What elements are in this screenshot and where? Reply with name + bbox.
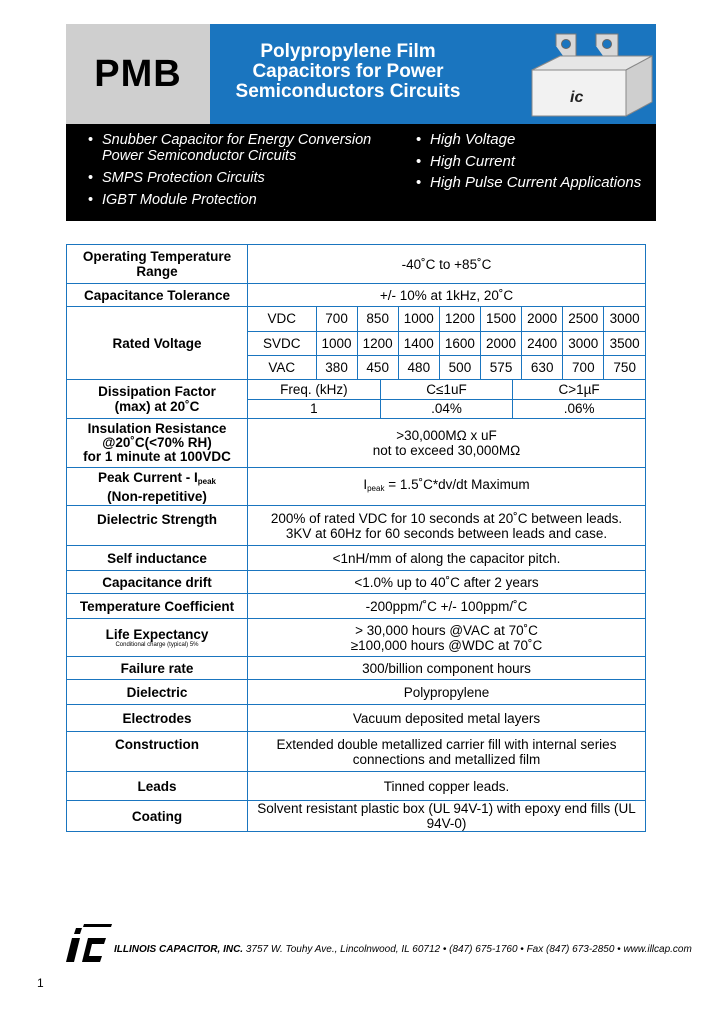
spec-label: Self inductance [67,546,248,571]
value-symbol: I [363,477,368,492]
value-line: not to exceed 30,000MΩ [372,443,521,458]
feature-text: High Current [430,152,516,170]
label-line: Life Expectancy [105,626,209,642]
spec-label: Dielectric [67,680,248,705]
feature-text: Power Semiconductor Circuits [102,148,297,164]
spec-row [67,772,646,801]
dissipation-header: Freq. (kHz) [248,380,380,399]
spec-row [67,380,646,419]
spec-value [248,506,646,546]
feature-text: High Voltage [430,131,516,148]
spec-row [67,546,646,571]
contact-info: 3757 W. Touhy Ave., Lincolnwood, IL 60712 • (847) 675-1760 • Fax (847) 673-2850 • www.illcap.com [245,944,692,955]
spec-label [67,468,248,506]
spec-label [67,619,248,657]
spec-label: Coating [67,801,248,832]
value-line: >30,000MΩ x uF [396,428,497,443]
bullet-icon: • [88,132,94,148]
product-logo-text: ic [570,89,584,106]
value-subscript: peak [367,484,385,493]
spec-label [67,419,248,468]
title-line: Semiconductors Circuits [235,81,461,102]
dissipation-value-row [248,399,645,418]
voltage-value: 700 [316,307,357,331]
feature-text: Snubber Capacitor for Energy Conversion [102,132,372,148]
label-line: Dissipation Factor [98,384,216,399]
title-box [210,24,656,124]
spec-label: Operating Temperature Range [67,245,248,284]
feature-item [86,170,416,186]
voltage-value: 1200 [439,307,480,331]
voltage-value: 3500 [604,331,645,355]
spec-value: Polypropylene [248,680,646,705]
voltage-value: 850 [357,307,398,331]
spec-row [67,732,646,772]
voltage-value: 1600 [439,331,480,355]
dissipation-header-row [248,380,645,399]
bullet-icon: • [88,170,94,186]
voltage-value: 1500 [481,307,522,331]
feature-text: IGBT Module Protection [102,192,257,208]
features-left [86,132,416,214]
voltage-value: 450 [357,355,398,379]
spec-value: Vacuum deposited metal layers [248,705,646,732]
voltage-value: 2000 [481,331,522,355]
page-number: 1 [37,976,44,990]
spec-row [67,307,646,380]
title-line: Polypropylene Film [260,41,436,62]
voltage-value: 575 [481,355,522,379]
voltage-value: 480 [398,355,439,379]
spec-label: Dielectric Strength [67,506,248,546]
feature-item [414,154,654,170]
feature-item [86,132,416,164]
features-right [414,132,654,197]
label-line: (max) at 20˚C [114,399,200,414]
value-line: 3KV at 60Hz for 60 seconds between leads and case. [285,525,608,541]
label-line: @20˚C(<70% RH) [102,435,212,450]
features-band [66,124,656,221]
value-line: Extended double metallized carrier fill with internal series [276,736,617,752]
feature-item [414,175,654,191]
voltage-unit: VDC [248,307,316,331]
spec-value: 300/billion component hours [248,657,646,680]
label-line [67,470,247,489]
spec-label: Construction [67,732,248,772]
voltage-value: 2500 [563,307,604,331]
spec-label: Electrodes [67,705,248,732]
spec-value: <1.0% up to 40˚C after 2 years [248,571,646,594]
spec-label: Rated Voltage [67,307,248,380]
label-line: (Non-repetitive) [107,488,207,504]
spec-value [248,619,646,657]
bullet-icon: • [88,192,94,208]
voltage-unit: VAC [248,355,316,379]
spec-value: +/- 10% at 1kHz, 20˚C [248,284,646,307]
ic-logo-icon [66,922,114,964]
voltage-value: 2400 [522,331,563,355]
feature-text: High Pulse Current Applications [430,174,642,191]
spec-row [67,680,646,705]
spec-label: Leads [67,772,248,801]
company-contact [114,944,692,955]
spec-value: Solvent resistant plastic box (UL 94V-1) with epoxy end fills (UL 94V-0) [248,801,646,832]
voltage-value: 700 [563,355,604,379]
header [66,24,656,124]
spec-row [67,619,646,657]
spec-label: Failure rate [67,657,248,680]
spec-value: <1nH/mm of along the capacitor pitch. [248,546,646,571]
footer [66,922,692,964]
bullet-icon: • [416,152,422,170]
spec-row [67,801,646,832]
label-text: Peak Current - I [97,469,198,485]
voltage-value: 1000 [398,307,439,331]
voltage-value: 630 [522,355,563,379]
spec-value [248,468,646,506]
capacitor-product-image [526,32,654,120]
voltage-value: 3000 [604,307,645,331]
spec-value: -40˚C to +85˚C [248,245,646,284]
spec-label: Capacitance Tolerance [67,284,248,307]
spec-row [67,705,646,732]
feature-text: SMPS Protection Circuits [102,170,265,186]
dissipation-cell [248,380,646,419]
voltage-value: 2000 [522,307,563,331]
voltage-value: 3000 [563,331,604,355]
voltage-value: 1000 [316,331,357,355]
rated-voltage-cell [248,307,646,380]
value-line: 200% of rated VDC for 10 seconds at 20˚C between leads. [270,510,623,526]
spec-table [66,244,646,832]
value-text: = 1.5˚C*dv/dt Maximum [384,477,530,492]
voltage-value: 1200 [357,331,398,355]
voltage-row [248,331,645,355]
label-line: for 1 minute at 100VDC [83,449,231,464]
spec-label: Capacitance drift [67,571,248,594]
value-line: > 30,000 hours @VAC at 70˚C [355,622,538,638]
voltage-value: 380 [316,355,357,379]
label-line: Insulation Resistance [87,421,227,436]
spec-value: Tinned copper leads. [248,772,646,801]
product-code-box [66,24,210,124]
spec-row [67,468,646,506]
spec-row [67,284,646,307]
spec-value: -200ppm/˚C +/- 100ppm/˚C [248,594,646,619]
voltage-unit: SVDC [248,331,316,355]
spec-row [67,506,646,546]
voltage-value: 500 [439,355,480,379]
product-code: PMB [94,52,182,95]
spec-label: Temperature Coefficient [67,594,248,619]
spec-row [67,594,646,619]
product-title [216,42,480,102]
label-subscript: peak [197,476,216,486]
dissipation-value: 1 [248,399,380,418]
company-name: ILLINOIS CAPACITOR, INC. [114,944,244,955]
value-line: connections and metallized film [352,751,541,767]
voltage-value: 750 [613,359,636,375]
dissipation-header: C>1µF [513,380,645,399]
spec-row [67,657,646,680]
bullet-icon: • [416,131,422,148]
feature-item [86,192,416,208]
rated-voltage-grid [248,307,645,379]
spec-row [67,245,646,284]
label-note: Conditional charge (typical) 5% [115,641,199,648]
dissipation-header: C≤1uF [380,380,512,399]
value-line: ≥100,000 hours @WDC at 70˚C [350,637,543,653]
spec-value [248,732,646,772]
feature-item [414,132,654,148]
spec-label [67,380,248,419]
spec-row [67,419,646,468]
dissipation-value: .04% [380,399,512,418]
title-line: Capacitors for Power [252,61,444,82]
dissipation-value: .06% [563,401,595,417]
voltage-row [248,307,645,331]
spec-row [67,571,646,594]
voltage-row [248,355,645,379]
dissipation-grid [248,380,645,418]
bullet-icon: • [416,174,422,191]
spec-value [248,419,646,468]
voltage-value: 1400 [398,331,439,355]
